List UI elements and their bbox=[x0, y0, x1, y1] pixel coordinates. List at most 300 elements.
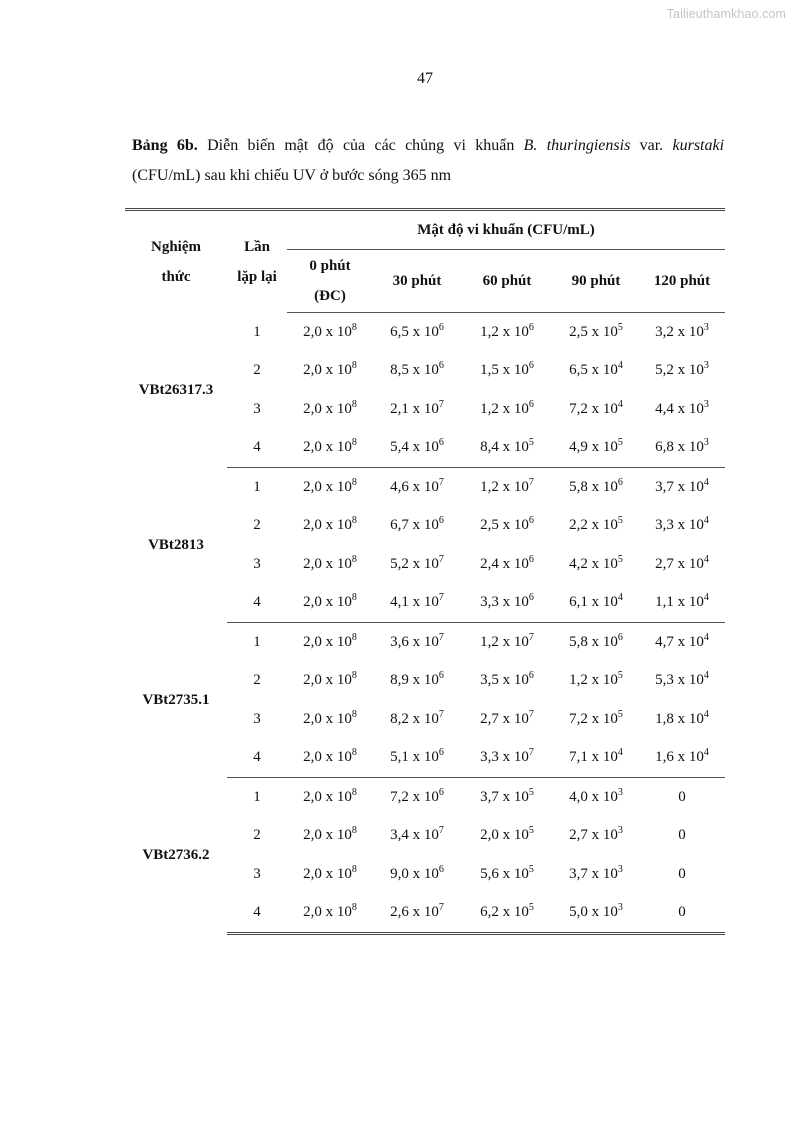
table-row bbox=[125, 468, 725, 507]
header-treatment-line1: Nghiệm bbox=[151, 238, 201, 255]
density-exponent: 8 bbox=[351, 902, 357, 914]
density-mantissa: 1,6 x 10 bbox=[655, 749, 704, 766]
caption-text-b: var. bbox=[630, 137, 673, 154]
density-mantissa: 2,0 x 10 bbox=[303, 323, 352, 340]
density-value bbox=[390, 904, 444, 920]
density-mantissa: 2,0 x 10 bbox=[303, 904, 352, 921]
header-replicate-line1: Lần bbox=[244, 238, 270, 255]
header-time-0 bbox=[287, 250, 373, 313]
density-exponent: 4 bbox=[617, 360, 623, 372]
density-exponent: 8 bbox=[351, 553, 357, 565]
density-mantissa: 5,2 x 10 bbox=[390, 555, 439, 572]
density-exponent: 6 bbox=[528, 553, 534, 565]
density-cell bbox=[639, 584, 725, 623]
density-cell bbox=[553, 545, 639, 584]
density-value bbox=[303, 827, 357, 843]
caption-text-a: Diễn biến mật độ của các chủng vi khuẩn bbox=[197, 137, 524, 154]
density-mantissa: 5,1 x 10 bbox=[390, 749, 439, 766]
density-exponent: 4 bbox=[703, 708, 709, 720]
replicate-number: 1 bbox=[253, 633, 261, 650]
density-mantissa: 7,2 x 10 bbox=[569, 710, 618, 727]
density-value bbox=[303, 398, 357, 417]
density-mantissa: 6,2 x 10 bbox=[480, 904, 529, 921]
density-cell bbox=[553, 390, 639, 429]
density-value bbox=[569, 594, 623, 610]
density-mantissa: 2,0 x 10 bbox=[303, 827, 352, 844]
density-mantissa: 1,1 x 10 bbox=[655, 594, 704, 611]
density-mantissa: 4,2 x 10 bbox=[569, 555, 618, 572]
density-exponent: 8 bbox=[351, 670, 357, 682]
density-cell bbox=[287, 817, 373, 856]
density-value bbox=[480, 517, 534, 533]
density-value bbox=[480, 708, 534, 727]
density-exponent: 5 bbox=[528, 902, 534, 914]
density-mantissa: 6,8 x 10 bbox=[655, 439, 704, 456]
density-exponent: 7 bbox=[438, 553, 444, 565]
density-value bbox=[480, 553, 534, 572]
density-exponent: 5 bbox=[617, 321, 623, 333]
density-exponent: 6 bbox=[438, 786, 444, 798]
density-value bbox=[655, 594, 709, 610]
density-cell bbox=[639, 545, 725, 584]
density-exponent: 7 bbox=[528, 747, 534, 759]
density-exponent: 8 bbox=[351, 360, 357, 372]
density-exponent: 3 bbox=[703, 437, 709, 449]
density-mantissa: 3,6 x 10 bbox=[390, 633, 439, 650]
density-exponent: 6 bbox=[438, 515, 444, 527]
density-cell bbox=[553, 817, 639, 856]
density-exponent: 6 bbox=[528, 515, 534, 527]
density-cell bbox=[639, 352, 725, 391]
density-value bbox=[480, 439, 534, 455]
header-replicate bbox=[227, 210, 287, 313]
density-value bbox=[303, 439, 357, 455]
density-value bbox=[569, 631, 623, 650]
density-exponent: 3 bbox=[703, 360, 709, 372]
replicate-number: 4 bbox=[227, 894, 287, 934]
density-mantissa: 2,0 x 10 bbox=[303, 555, 352, 572]
density-mantissa: 0 bbox=[678, 904, 686, 921]
density-cell bbox=[461, 390, 553, 429]
density-mantissa: 4,1 x 10 bbox=[390, 594, 439, 611]
density-mantissa: 6,5 x 10 bbox=[569, 362, 618, 379]
density-mantissa: 3,7 x 10 bbox=[480, 788, 529, 805]
density-value bbox=[303, 904, 357, 920]
density-cell bbox=[287, 894, 373, 934]
density-cell bbox=[639, 429, 725, 468]
density-cell bbox=[553, 894, 639, 934]
density-value bbox=[480, 827, 534, 843]
treatment-name: VBt2735.1 bbox=[142, 691, 210, 708]
density-mantissa: 7,2 x 10 bbox=[390, 788, 439, 805]
table-row bbox=[125, 313, 725, 352]
density-mantissa: 2,0 x 10 bbox=[480, 827, 529, 844]
density-mantissa: 3,2 x 10 bbox=[655, 323, 704, 340]
bacteria-density-table bbox=[125, 208, 725, 935]
density-cell bbox=[373, 468, 461, 507]
density-value bbox=[569, 904, 623, 920]
density-cell bbox=[553, 778, 639, 817]
density-value bbox=[655, 708, 709, 727]
density-value bbox=[569, 672, 623, 688]
density-value bbox=[390, 863, 444, 882]
header-treatment-line2: thức bbox=[161, 268, 191, 285]
density-mantissa: 2,0 x 10 bbox=[303, 478, 352, 495]
table-caption bbox=[132, 131, 724, 191]
density-value bbox=[678, 866, 686, 882]
density-exponent: 7 bbox=[528, 476, 534, 488]
density-exponent: 6 bbox=[438, 863, 444, 875]
density-mantissa: 8,5 x 10 bbox=[390, 362, 439, 379]
replicate-number: 2 bbox=[253, 827, 261, 844]
density-value bbox=[390, 672, 444, 688]
density-cell bbox=[373, 700, 461, 739]
page-number: 47 bbox=[417, 70, 433, 87]
density-mantissa: 2,0 x 10 bbox=[303, 400, 352, 417]
density-cell bbox=[553, 507, 639, 546]
density-value bbox=[303, 553, 357, 572]
density-exponent: 3 bbox=[617, 863, 623, 875]
density-exponent: 8 bbox=[351, 863, 357, 875]
density-value bbox=[480, 594, 534, 610]
density-value bbox=[303, 749, 357, 765]
density-value bbox=[655, 517, 709, 533]
density-mantissa: 5,4 x 10 bbox=[390, 439, 439, 456]
density-mantissa: 2,5 x 10 bbox=[480, 517, 529, 534]
density-mantissa: 3,3 x 10 bbox=[655, 517, 704, 534]
density-value bbox=[390, 321, 444, 340]
header-time-0-line2: (ĐC) bbox=[314, 288, 346, 304]
density-exponent: 4 bbox=[703, 670, 709, 682]
header-time-60: 60 phút bbox=[461, 250, 553, 313]
density-value bbox=[480, 672, 534, 688]
density-cell bbox=[287, 700, 373, 739]
density-value bbox=[390, 631, 444, 650]
density-exponent: 4 bbox=[703, 747, 709, 759]
density-value bbox=[303, 321, 357, 340]
density-exponent: 7 bbox=[528, 631, 534, 643]
density-cell bbox=[639, 894, 725, 934]
treatment-name: VBt2736.2 bbox=[142, 847, 210, 863]
density-cell bbox=[461, 778, 553, 817]
density-exponent: 3 bbox=[617, 825, 623, 837]
density-mantissa: 4,6 x 10 bbox=[390, 478, 439, 495]
density-exponent: 3 bbox=[617, 902, 623, 914]
density-mantissa: 1,5 x 10 bbox=[480, 362, 529, 379]
caption-variety: kurstaki bbox=[672, 137, 725, 154]
density-mantissa: 2,7 x 10 bbox=[480, 710, 529, 727]
density-cell bbox=[373, 739, 461, 778]
density-cell bbox=[461, 545, 553, 584]
replicate-number: 3 bbox=[253, 865, 261, 882]
density-exponent: 8 bbox=[351, 476, 357, 488]
replicate-number: 2 bbox=[253, 362, 261, 379]
treatment-group bbox=[125, 313, 725, 468]
density-mantissa: 6,1 x 10 bbox=[569, 594, 618, 611]
density-exponent: 4 bbox=[617, 398, 623, 410]
density-exponent: 6 bbox=[617, 476, 623, 488]
density-cell bbox=[461, 507, 553, 546]
density-value bbox=[303, 863, 357, 882]
density-mantissa: 0 bbox=[678, 827, 686, 844]
density-value bbox=[480, 321, 534, 340]
replicate-number: 1 bbox=[253, 788, 261, 805]
density-cell bbox=[553, 429, 639, 468]
density-exponent: 5 bbox=[617, 708, 623, 720]
density-value bbox=[569, 321, 623, 340]
density-cell bbox=[639, 855, 725, 894]
density-mantissa: 7,2 x 10 bbox=[569, 400, 618, 417]
density-cell bbox=[553, 855, 639, 894]
density-cell bbox=[287, 855, 373, 894]
density-value bbox=[480, 398, 534, 417]
density-value bbox=[390, 439, 444, 455]
density-cell bbox=[287, 352, 373, 391]
density-value bbox=[390, 398, 444, 417]
density-value bbox=[303, 476, 357, 495]
density-value bbox=[569, 362, 623, 378]
density-mantissa: 9,0 x 10 bbox=[390, 865, 439, 882]
density-mantissa: 5,8 x 10 bbox=[569, 478, 618, 495]
density-exponent: 8 bbox=[351, 515, 357, 527]
density-exponent: 6 bbox=[438, 321, 444, 333]
density-exponent: 4 bbox=[703, 476, 709, 488]
density-mantissa: 2,2 x 10 bbox=[569, 517, 618, 534]
density-value bbox=[569, 863, 623, 882]
density-mantissa: 8,9 x 10 bbox=[390, 672, 439, 689]
density-cell bbox=[553, 352, 639, 391]
density-exponent: 7 bbox=[438, 902, 444, 914]
table-row bbox=[125, 623, 725, 662]
density-cell bbox=[639, 390, 725, 429]
density-cell bbox=[553, 468, 639, 507]
density-mantissa: 0 bbox=[678, 788, 686, 805]
density-mantissa: 2,0 x 10 bbox=[303, 749, 352, 766]
density-cell bbox=[373, 623, 461, 662]
density-cell bbox=[461, 429, 553, 468]
density-cell bbox=[639, 468, 725, 507]
density-value bbox=[480, 863, 534, 882]
density-exponent: 6 bbox=[528, 360, 534, 372]
density-exponent: 8 bbox=[351, 437, 357, 449]
density-cell bbox=[287, 778, 373, 817]
density-cell bbox=[639, 739, 725, 778]
density-exponent: 5 bbox=[528, 437, 534, 449]
density-exponent: 8 bbox=[351, 786, 357, 798]
watermark-text: Tailieuthamkhao.com bbox=[666, 7, 786, 21]
header-time-90: 90 phút bbox=[553, 250, 639, 313]
density-value bbox=[303, 362, 357, 378]
density-mantissa: 3,3 x 10 bbox=[480, 749, 529, 766]
density-cell bbox=[461, 584, 553, 623]
density-cell bbox=[373, 778, 461, 817]
density-cell bbox=[287, 429, 373, 468]
density-mantissa: 3,7 x 10 bbox=[655, 478, 704, 495]
replicate-number: 4 bbox=[227, 739, 287, 778]
header-density: Mật độ vi khuẩn (CFU/mL) bbox=[287, 210, 725, 250]
density-value bbox=[390, 476, 444, 495]
density-value bbox=[678, 789, 686, 805]
caption-label: Bảng 6b. bbox=[132, 137, 198, 154]
density-mantissa: 0 bbox=[678, 865, 686, 882]
caption-line-1 bbox=[132, 131, 724, 161]
density-exponent: 6 bbox=[528, 398, 534, 410]
density-mantissa: 2,0 x 10 bbox=[303, 865, 352, 882]
density-value bbox=[390, 553, 444, 572]
density-cell bbox=[287, 545, 373, 584]
density-mantissa: 7,1 x 10 bbox=[569, 749, 618, 766]
density-mantissa: 5,3 x 10 bbox=[655, 672, 704, 689]
density-mantissa: 2,0 x 10 bbox=[303, 633, 352, 650]
density-exponent: 5 bbox=[528, 863, 534, 875]
density-exponent: 7 bbox=[528, 708, 534, 720]
density-cell bbox=[461, 894, 553, 934]
density-exponent: 7 bbox=[438, 825, 444, 837]
density-exponent: 6 bbox=[528, 321, 534, 333]
treatment-name: VBt26317.3 bbox=[138, 381, 214, 398]
replicate-number: 1 bbox=[253, 478, 261, 495]
density-exponent: 6 bbox=[528, 592, 534, 604]
density-mantissa: 2,6 x 10 bbox=[390, 904, 439, 921]
density-cell bbox=[461, 352, 553, 391]
density-cell bbox=[287, 662, 373, 701]
replicate-number: 2 bbox=[253, 672, 261, 689]
density-mantissa: 2,0 x 10 bbox=[303, 710, 352, 727]
density-mantissa: 2,7 x 10 bbox=[655, 555, 704, 572]
density-mantissa: 5,0 x 10 bbox=[569, 904, 618, 921]
density-cell bbox=[639, 507, 725, 546]
density-cell bbox=[639, 662, 725, 701]
replicate-number: 3 bbox=[253, 555, 261, 572]
density-mantissa: 4,4 x 10 bbox=[655, 400, 704, 417]
density-exponent: 6 bbox=[438, 360, 444, 372]
density-value bbox=[569, 749, 623, 765]
density-mantissa: 1,2 x 10 bbox=[480, 478, 529, 495]
density-cell bbox=[373, 894, 461, 934]
density-value bbox=[678, 827, 686, 843]
density-mantissa: 2,0 x 10 bbox=[303, 439, 352, 456]
density-exponent: 5 bbox=[617, 437, 623, 449]
density-value bbox=[390, 708, 444, 727]
density-mantissa: 1,2 x 10 bbox=[480, 633, 529, 650]
density-exponent: 4 bbox=[617, 592, 623, 604]
density-exponent: 5 bbox=[617, 670, 623, 682]
density-exponent: 5 bbox=[617, 515, 623, 527]
density-value bbox=[480, 476, 534, 495]
density-value bbox=[569, 786, 623, 805]
density-exponent: 7 bbox=[438, 631, 444, 643]
density-value bbox=[678, 904, 686, 920]
density-mantissa: 2,0 x 10 bbox=[303, 672, 352, 689]
treatment-group bbox=[125, 778, 725, 934]
density-mantissa: 3,3 x 10 bbox=[480, 594, 529, 611]
replicate-number: 3 bbox=[253, 400, 261, 417]
density-mantissa: 8,4 x 10 bbox=[480, 439, 529, 456]
density-exponent: 6 bbox=[438, 670, 444, 682]
density-value bbox=[390, 786, 444, 805]
header-time-0-line1: 0 phút bbox=[309, 258, 351, 274]
density-mantissa: 2,0 x 10 bbox=[303, 788, 352, 805]
density-mantissa: 4,0 x 10 bbox=[569, 788, 618, 805]
density-exponent: 5 bbox=[528, 786, 534, 798]
density-exponent: 3 bbox=[703, 321, 709, 333]
density-mantissa: 5,6 x 10 bbox=[480, 865, 529, 882]
density-exponent: 8 bbox=[351, 631, 357, 643]
density-exponent: 7 bbox=[438, 708, 444, 720]
density-cell bbox=[287, 584, 373, 623]
density-cell bbox=[461, 739, 553, 778]
density-exponent: 8 bbox=[351, 321, 357, 333]
density-mantissa: 2,1 x 10 bbox=[390, 400, 439, 417]
density-mantissa: 4,7 x 10 bbox=[655, 633, 704, 650]
density-value bbox=[655, 553, 709, 572]
density-mantissa: 2,0 x 10 bbox=[303, 517, 352, 534]
density-value bbox=[480, 362, 534, 378]
density-value bbox=[480, 786, 534, 805]
header-replicate-line2: lặp lại bbox=[237, 268, 277, 285]
density-mantissa: 2,5 x 10 bbox=[569, 323, 618, 340]
density-cell bbox=[461, 700, 553, 739]
density-value bbox=[390, 362, 444, 378]
density-cell bbox=[373, 313, 461, 352]
density-exponent: 4 bbox=[617, 747, 623, 759]
density-value bbox=[480, 749, 534, 765]
replicate-number: 3 bbox=[253, 710, 261, 727]
replicate-number: 4 bbox=[227, 584, 287, 623]
density-cell bbox=[287, 390, 373, 429]
density-mantissa: 6,5 x 10 bbox=[390, 323, 439, 340]
density-exponent: 5 bbox=[528, 825, 534, 837]
density-cell bbox=[373, 855, 461, 894]
replicate-number: 2 bbox=[253, 517, 261, 534]
density-cell bbox=[553, 623, 639, 662]
density-value bbox=[569, 827, 623, 843]
density-mantissa: 1,2 x 10 bbox=[480, 323, 529, 340]
density-value bbox=[655, 631, 709, 650]
density-mantissa: 3,4 x 10 bbox=[390, 827, 439, 844]
density-mantissa: 3,5 x 10 bbox=[480, 672, 529, 689]
density-cell bbox=[553, 700, 639, 739]
density-cell bbox=[373, 662, 461, 701]
density-cell bbox=[553, 662, 639, 701]
density-cell bbox=[553, 313, 639, 352]
density-mantissa: 4,9 x 10 bbox=[569, 439, 618, 456]
density-exponent: 4 bbox=[703, 592, 709, 604]
density-cell bbox=[373, 817, 461, 856]
density-value bbox=[655, 362, 709, 378]
density-value bbox=[655, 398, 709, 417]
density-value bbox=[303, 594, 357, 610]
density-exponent: 8 bbox=[351, 825, 357, 837]
treatment-name: VBt2813 bbox=[148, 536, 204, 553]
density-cell bbox=[639, 817, 725, 856]
header-time-120: 120 phút bbox=[639, 250, 725, 313]
density-value bbox=[390, 749, 444, 765]
caption-line-2: (CFU/mL) sau khi chiếu UV ở bước sóng 365 nm bbox=[132, 167, 452, 184]
density-value bbox=[480, 631, 534, 650]
density-exponent: 7 bbox=[438, 398, 444, 410]
density-exponent: 8 bbox=[351, 592, 357, 604]
density-value bbox=[390, 827, 444, 843]
density-exponent: 4 bbox=[703, 553, 709, 565]
density-exponent: 8 bbox=[351, 747, 357, 759]
density-value bbox=[303, 708, 357, 727]
density-exponent: 8 bbox=[351, 708, 357, 720]
density-cell bbox=[287, 623, 373, 662]
density-mantissa: 8,2 x 10 bbox=[390, 710, 439, 727]
density-value bbox=[655, 476, 709, 495]
density-mantissa: 2,0 x 10 bbox=[303, 362, 352, 379]
